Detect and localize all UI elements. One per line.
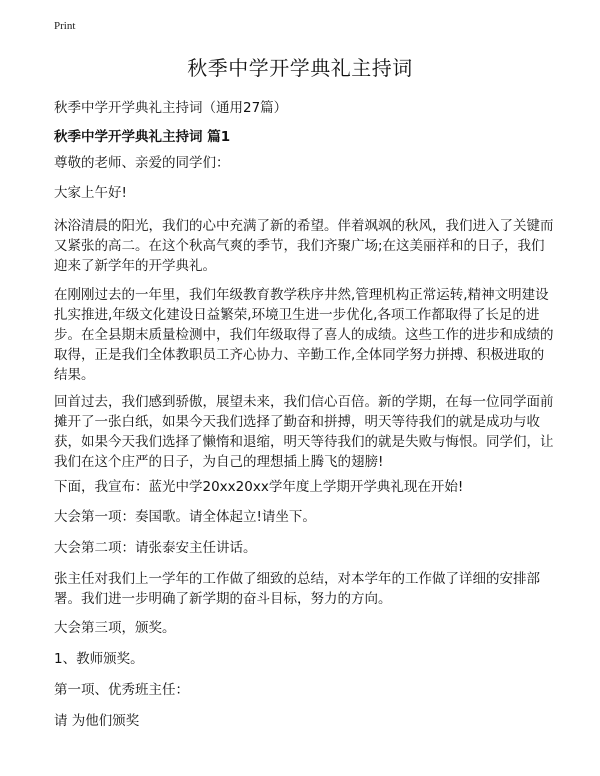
paragraph-announcement: 下面，我宣布：蓝光中学20xx20xx学年度上学期开学典礼现在开始! xyxy=(54,479,464,495)
paragraph-item-2: 大会第二项：请张泰安主任讲话。 xyxy=(54,540,257,556)
paragraph-summary: 张主任对我们上一学年的工作做了细致的总结，对本学年的工作做了详细的安排部署。我们进一步明确了新学期的奋斗目标，努力的方向。 xyxy=(54,571,540,607)
paragraph-item-3: 大会第三项，颁奖。 xyxy=(54,620,176,636)
paragraph-greeting: 尊敬的老师、亲爱的同学们： xyxy=(54,155,230,171)
paragraph-item-1: 大会第一项：奏国歌。请全体起立!请坐下。 xyxy=(54,509,316,525)
document-title: 秋季中学开学典礼主持词 xyxy=(187,56,413,80)
section-heading: 秋季中学开学典礼主持词 篇1 xyxy=(54,129,231,145)
paragraph-present-award: 请 为他们颁奖 xyxy=(54,713,140,729)
paragraph-opening: 沐浴清晨的阳光，我们的心中充满了新的希望。伴着飒飒的秋风，我们进入了关键而又紧张的高二。在这个秋高气爽的季节，我们齐聚广场;在这美丽祥和的日子，我们迎来了新学年的开学典礼。 xyxy=(54,218,554,274)
paragraph-future: 回首过去，我们感到骄傲，展望未来，我们信心百倍。新的学期，在每一位同学面前摊开了一张白纸，如果今天我们选择了勤奋和拼搏，明天等待我们的就是成功与收获，如果今天我们选择了懒惰和退缩，明天等待我们的就是失败与悔恨。同学们，让我们在这个庄严的日子，为自己的理想插上腾飞的翅膀! xyxy=(54,394,554,470)
print-label[interactable]: Print xyxy=(54,20,76,32)
paragraph-teacher-award: 1、教师颁奖。 xyxy=(54,651,144,667)
paragraph-review-year: 在刚刚过去的一年里，我们年级教育教学秩序井然,管理机构正常运转,精神文明建设扎实推进,年级文化建设日益繁荣,环境卫生进一步优化,各项工作都取得了长足的进步。在全县期末质量检测中，我们年级取得了喜人的成绩。这些工作的进步和成绩的取得，正是我们全体教职员工齐心协力、辛勤工作,全体同学努力拼搏、积极进取的结果。 xyxy=(54,287,554,383)
paragraph-best-teacher: 第一项、优秀班主任： xyxy=(54,682,189,698)
document-subtitle: 秋季中学开学典礼主持词（通用27篇） xyxy=(54,100,288,116)
paragraph-hello: 大家上午好! xyxy=(54,185,127,201)
